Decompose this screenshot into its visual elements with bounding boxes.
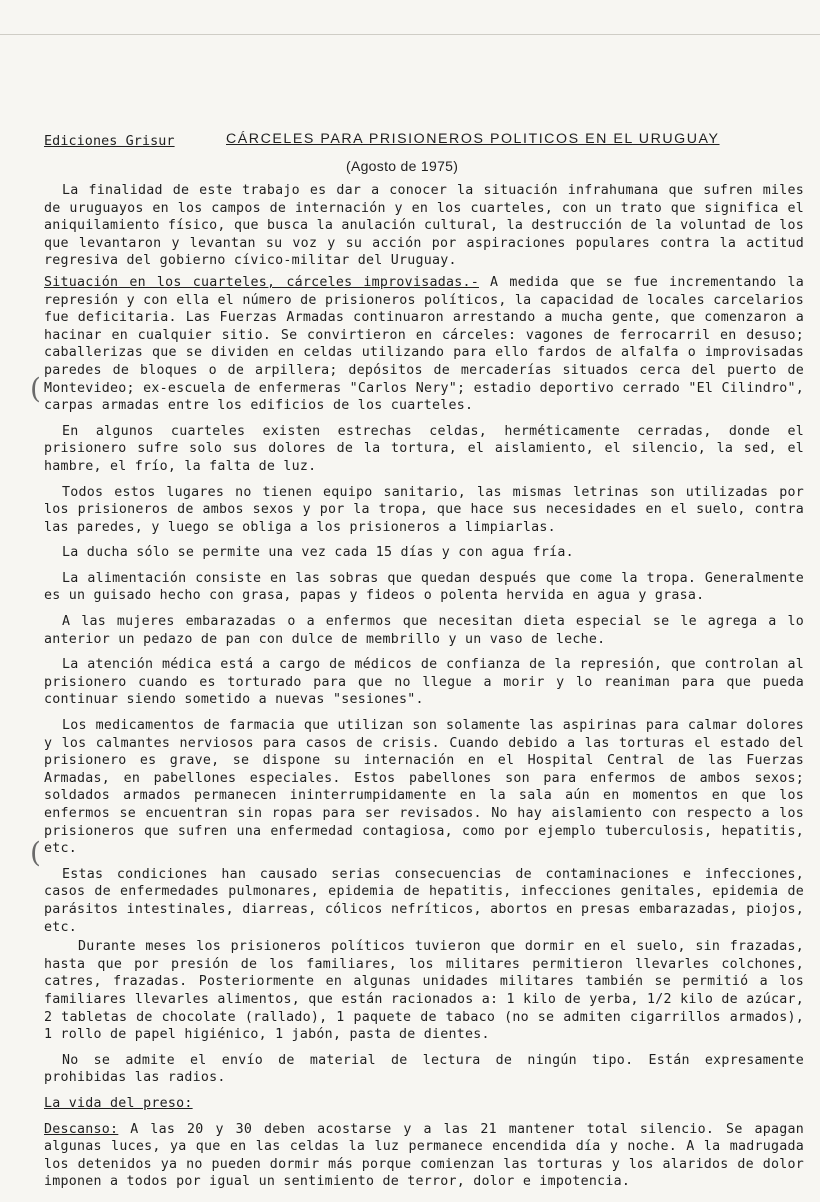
descanso-text: A las 20 y 30 deben acostarse y a las 21 mantener total silencio. Se apagan algunas luces, ya que en las celdas la luz permanece encendida día y noche. A la madrugada los detenidos ya no pueden dormir más porque comienzan las torturas y los alaridos de dolor imponen a todos por igual un sentimiento de terror, dolor e impotencia. bbox=[44, 1121, 804, 1190]
section-heading-situacion: Situación en los cuarteles, cárceles improvisadas.- bbox=[44, 274, 479, 290]
paragraph-sanitario: Todos estos lugares no tienen equipo sanitario, las mismas letrinas son utilizadas por los prisioneros de ambos sexos y por la tropa, que hace sus necesidades en el suelo, contra las paredes, y luego se obliga a los prisioneros a limpiarlas. bbox=[44, 484, 804, 535]
margin-bracket-mark-upper: ( bbox=[30, 372, 41, 405]
paragraph-descanso bbox=[44, 1121, 804, 1191]
paragraph-condiciones: Estas condiciones han causado serias consecuencias de contaminaciones e infecciones, casos de enfermedades pulmonares, epidemia de hepatitis, infecciones genitales, epidemia de parásitos intestinales, diarreas, cólicos nefríticos, abortos en presas embarazadas, piojos, etc. bbox=[44, 866, 804, 935]
paragraph-intro: La finalidad de este trabajo es dar a conocer la situación infrahumana que sufren miles de uruguayos en los campos de internación y en los cuarteles, con un trato que significa el aniquilamiento físico, que busca la anulación cultural, la destrucción de la voluntad de los que levantaron y levantan su voz y su acción por aspiraciones populares contra la actitud regresiva del gobierno cívico-militar del Uruguay. bbox=[44, 183, 804, 269]
document-body bbox=[44, 182, 804, 1199]
paragraph-lectura: No se admite el envío de material de lectura de ningún tipo. Están expresamente prohibidas las radios. bbox=[44, 1052, 804, 1086]
paragraph-situacion bbox=[44, 274, 804, 415]
situacion-body-text: A medida que se fue incrementando la represión y con ella el número de prisioneros políticos, la capacidad de locales carcelarios fue deficitaria. Las Fuerzas Armadas continuaron arrestando a mucha gente, que comenzaron a hacinar en cualquier sitio. Se convirtieron en cárceles: vagones de ferrocarril en desuso; caballerizas que se dividen en celdas utilizando para ello fardos de alfalfa o improvisadas paredes de bloques o de arpillera; depósitos de mercaderías situados cerca del puerto de Montevideo; ex-escuela de enfermeras "Carlos Nery"; estadio deportivo cerrado "El Cilindro", carpas armadas entre los edificios de los cuarteles. bbox=[44, 274, 804, 414]
paragraph-atencion: La atención médica está a cargo de médicos de confianza de la represión, que controlan al prisionero cuando es torturado para que no llegue a morir y lo reaniman para que pueda continuar siendo sometido a nuevas "sesiones". bbox=[44, 657, 804, 708]
paragraph-embarazadas: A las mujeres embarazadas o a enfermos que necesitan dieta especial se le agrega a lo anterior un pedazo de pan con dulce de membrillo y un vaso de leche. bbox=[44, 614, 804, 647]
vida-heading-text: La vida del preso: bbox=[44, 1095, 193, 1111]
paragraph-medicamentos: Los medicamentos de farmacia que utilizan son solamente las aspirinas para calmar dolores y los calmantes nerviosos para casos de crisis. Cuando debido a las torturas el estado del prisionero es grave, se dispone su internación en el Hospital Central de las Fuerzas Armadas, en pabellones especiales. Estos pabellones son para enfermos de ambos sexos; soldados armados permanecen ininterrumpidamente en la sala aún en momentos en que los enfermos se encuentran sin ropas para ser revisados. No hay aislamiento con respecto a los prisioneros que sufren una enfermedad contagiosa, como por ejemplo tuberculosis, hepatitis, etc. bbox=[44, 718, 804, 857]
descanso-label: Descanso: bbox=[44, 1121, 119, 1137]
document-title: CÁRCELES PARA PRISIONEROS POLITICOS EN EL URUGUAY bbox=[226, 131, 720, 147]
paragraph-ducha: La ducha sólo se permite una vez cada 15 días y con agua fría. bbox=[62, 545, 574, 561]
paragraph-alimentacion: La alimentación consiste en las sobras que quedan después que come la tropa. Generalmente es un guisado hecho con grasa, papas y fideos o polenta hervida en agua y grasa. bbox=[44, 570, 804, 604]
paragraph-suelo: Durante meses los prisioneros políticos tuvieron que dormir en el suelo, sin frazadas, hasta que por presión de los familiares, los militares permitieron llevarles colchones, catres, frazadas. Posteriormente en algunas unidades militares también se permitió a los familiares llevarles alimentos, que están racionados a: 1 kilo de yerba, 1/2 kilo de azúcar, 2 tabletas de chocolate (rallado), 1 paquete de tabaco (no se admiten cigarrillos armados), 1 rollo de papel higiénico, 1 jabón, pasta de dientes. bbox=[44, 939, 804, 1043]
margin-bracket-mark-lower: ( bbox=[30, 836, 41, 869]
publisher-name: Ediciones Grisur bbox=[44, 134, 175, 149]
paragraph-celdas: En algunos cuarteles existen estrechas celdas, herméticamente cerradas, donde el prisionero sufre solo sus dolores de la tortura, el aislamiento, el silencio, la sed, el hambre, el frío, la falta de luz. bbox=[44, 423, 804, 474]
scan-edge-line bbox=[0, 34, 820, 35]
document-date: (Agosto de 1975) bbox=[346, 158, 459, 174]
section-heading-vida bbox=[44, 1095, 804, 1113]
